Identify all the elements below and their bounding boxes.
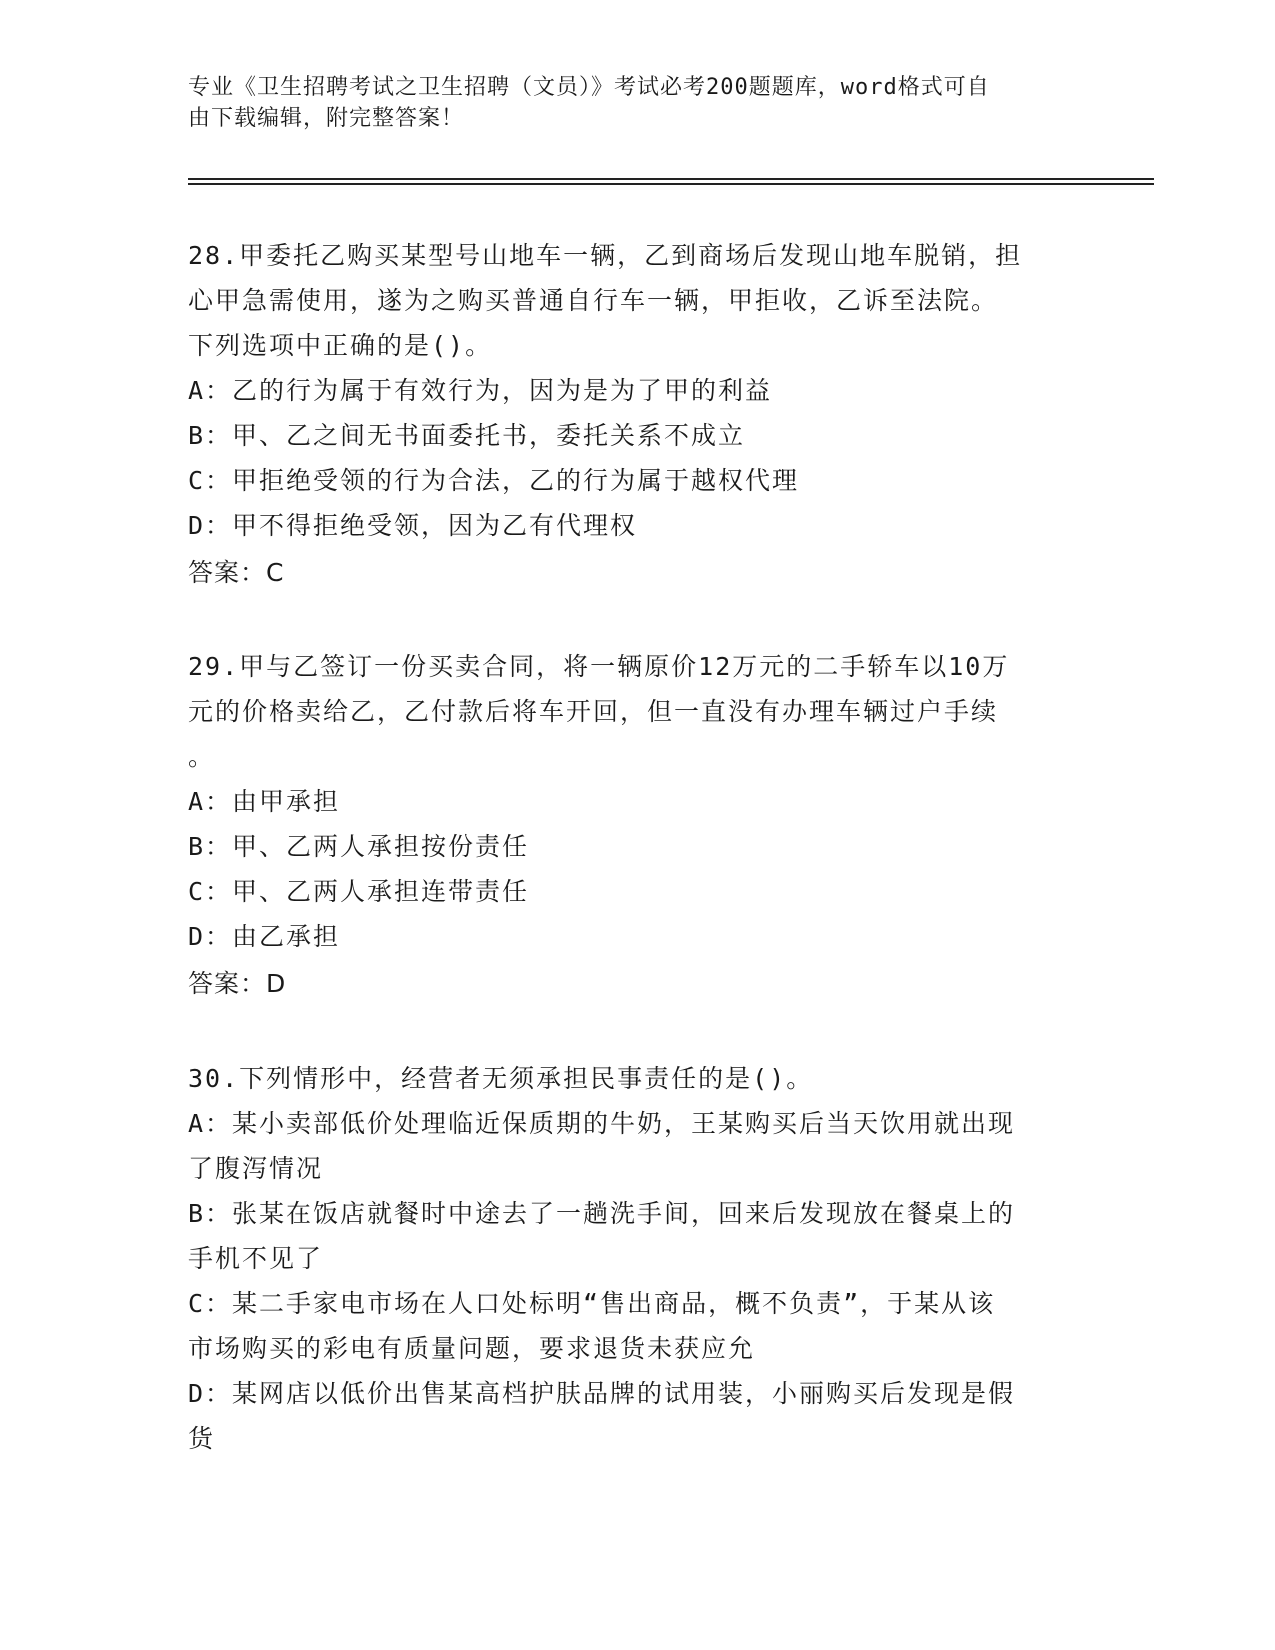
question-29: [188, 644, 1088, 1006]
option-a-continued: 了腹泻情况: [188, 1154, 324, 1183]
question-stem-line: 28.甲委托乙购买某型号山地车一辆，乙到商场后发现山地车脱销，担: [188, 241, 1023, 270]
header-line: 专业《卫生招聘考试之卫生招聘（文员）》考试必考200题题库，word格式可自: [188, 75, 990, 100]
option-c-continued: 市场购买的彩电有质量问题，要求退货未获应允: [188, 1334, 756, 1363]
option-b: B：甲、乙之间无书面委托书，委托关系不成立: [188, 421, 746, 450]
question-stem-line: 元的价格卖给乙，乙付款后将车开回，但一直没有办理车辆过户手续: [188, 697, 999, 726]
option-d-continued: 货: [188, 1424, 216, 1453]
question-30: [188, 1056, 1088, 1461]
question-stem-line: 30.下列情形中，经营者无须承担民事责任的是()。: [188, 1064, 814, 1093]
option-b: B：甲、乙两人承担按份责任: [188, 832, 530, 861]
question-28: [188, 233, 1088, 595]
option-d: D：甲不得拒绝受领，因为乙有代理权: [188, 511, 638, 540]
option-d: D：由乙承担: [188, 922, 341, 951]
answer-line: 答案：D: [188, 969, 287, 998]
header-divider: [188, 183, 1154, 185]
option-a: A：由甲承担: [188, 787, 341, 816]
option-c: C：甲拒绝受领的行为合法，乙的行为属于越权代理: [188, 466, 800, 495]
option-d: D：某网店以低价出售某高档护肤品牌的试用装，小丽购买后发现是假: [188, 1379, 1016, 1408]
option-b-continued: 手机不见了: [188, 1244, 324, 1273]
question-stem-line: 29.甲与乙签订一份买卖合同，将一辆原价12万元的二手轿车以10万: [188, 652, 1010, 681]
question-stem-line: 下列选项中正确的是()。: [188, 331, 493, 360]
option-a: A：某小卖部低价处理临近保质期的牛奶，王某购买后当天饮用就出现: [188, 1109, 1016, 1138]
document-header: [188, 72, 1068, 134]
question-stem-line: 心甲急需使用，遂为之购买普通自行车一辆，甲拒收，乙诉至法院。: [188, 286, 999, 315]
option-c: C：某二手家电市场在人口处标明“售出商品，概不负责”，于某从该: [188, 1289, 996, 1318]
header-divider: [188, 178, 1154, 180]
option-a: A：乙的行为属于有效行为，因为是为了甲的利益: [188, 376, 773, 405]
option-c: C：甲、乙两人承担连带责任: [188, 877, 530, 906]
question-stem-line: 。: [188, 742, 216, 771]
header-line: 由下载编辑，附完整答案！: [188, 106, 465, 131]
answer-line: 答案：C: [188, 558, 285, 587]
option-b: B：张某在饭店就餐时中途去了一趟洗手间，回来后发现放在餐桌上的: [188, 1199, 1016, 1228]
